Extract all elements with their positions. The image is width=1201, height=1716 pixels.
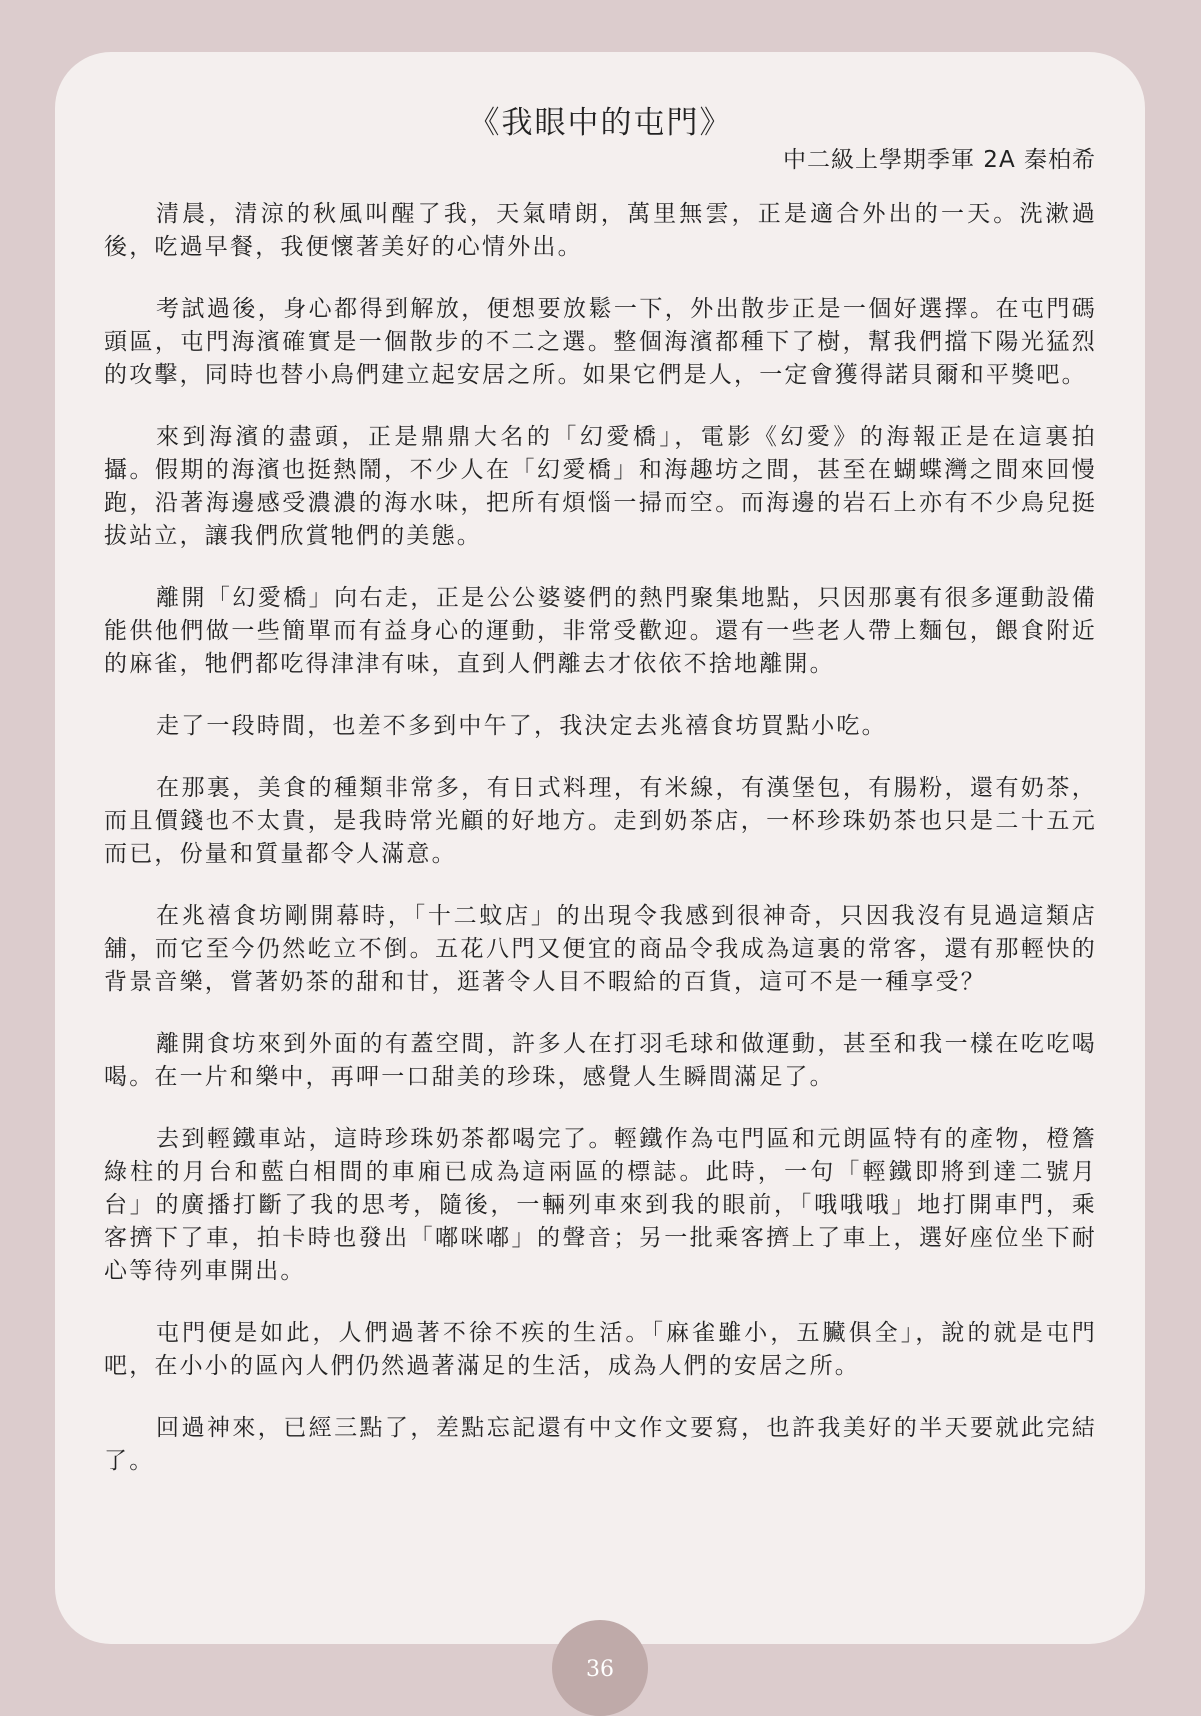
essay-body <box>104 198 1097 1507</box>
paragraph-9: 去到輕鐵車站，這時珍珠奶茶都喝完了。輕鐵作為屯門區和元朗區特有的產物，橙簷綠柱的月台和藍白相間的車廂已成為這兩區的標誌。此時，一句「輕鐵即將到達二號月台」的廣播打斷了我的思考，隨後，一輛列車來到我的眼前，「哦哦哦」地打開車門，乘客擠下了車，拍卡時也發出「嘟咪嘟」的聲音；另一批乘客擠上了車上，選好座位坐下耐心等待列車開出。 <box>104 1126 1097 1284</box>
paragraph-6: 在那裏，美食的種類非常多，有日式料理，有米線，有漢堡包，有腸粉，還有奶茶，而且價錢也不太貴，是我時常光顧的好地方。走到奶茶店，一杯珍珠奶茶也只是二十五元而已，份量和質量都令人滿意。 <box>104 775 1097 867</box>
paragraph-4: 離開「幻愛橋」向右走，正是公公婆婆們的熱門聚集地點，只因那裏有很多運動設備能供他們做一些簡單而有益身心的運動，非常受歡迎。還有一些老人帶上麵包，餵食附近的麻雀，牠們都吃得津津有味，直到人們離去才依依不捨地離開。 <box>104 585 1097 677</box>
paragraph-3: 來到海濱的盡頭，正是鼎鼎大名的「幻愛橋」，電影《幻愛》的海報正是在這裏拍攝。假期的海濱也挺熱鬧，不少人在「幻愛橋」和海趣坊之間，甚至在蝴蝶灣之間來回慢跑，沿著海邊感受濃濃的海水味，把所有煩惱一掃而空。而海邊的岩石上亦有不少鳥兒挺拔站立，讓我們欣賞牠們的美態。 <box>104 424 1097 549</box>
paragraph-10: 屯門便是如此，人們過著不徐不疾的生活。「麻雀雖小，五臟俱全」，說的就是屯門吧，在小小的區內人們仍然過著滿足的生活，成為人們的安居之所。 <box>104 1320 1097 1379</box>
essay-title: 《我眼中的屯門》 <box>468 105 733 141</box>
paragraph-7: 在兆禧食坊剛開幕時，「十二蚊店」的出現令我感到很神奇，只因我沒有見過這類店舖，而它至今仍然屹立不倒。五花八門又便宜的商品令我成為這裏的常客，還有那輕快的背景音樂，嘗著奶茶的甜和甘，逛著令人目不暇給的百貨，這可不是一種享受？ <box>104 903 1097 995</box>
page-number: 36 <box>586 1657 614 1682</box>
paragraph-1: 清晨，清涼的秋風叫醒了我，天氣晴朗，萬里無雲，正是適合外出的一天。洗漱過後，吃過早餐，我便懷著美好的心情外出。 <box>104 201 1097 260</box>
paragraph-11: 回過神來，已經三點了，差點忘記還有中文作文要寫，也許我美好的半天要就此完結了。 <box>104 1415 1097 1474</box>
essay-author: 中二級上學期季軍 2A 秦柏希 <box>783 147 1096 173</box>
paragraph-5: 走了一段時間，也差不多到中午了，我決定去兆禧食坊買點小吃。 <box>156 713 887 739</box>
paragraph-8: 離開食坊來到外面的有蓋空間，許多人在打羽毛球和做運動，甚至和我一樣在吃吃喝喝。在一片和樂中，再呷一口甜美的珍珠，感覺人生瞬間滿足了。 <box>104 1031 1097 1090</box>
paragraph-2: 考試過後，身心都得到解放，便想要放鬆一下，外出散步正是一個好選擇。在屯門碼頭區，屯門海濱確實是一個散步的不二之選。整個海濱都種下了樹，幫我們擋下陽光猛烈的攻擊，同時也替小鳥們建立起安居之所。如果它們是人，一定會獲得諾貝爾和平獎吧。 <box>104 296 1097 388</box>
